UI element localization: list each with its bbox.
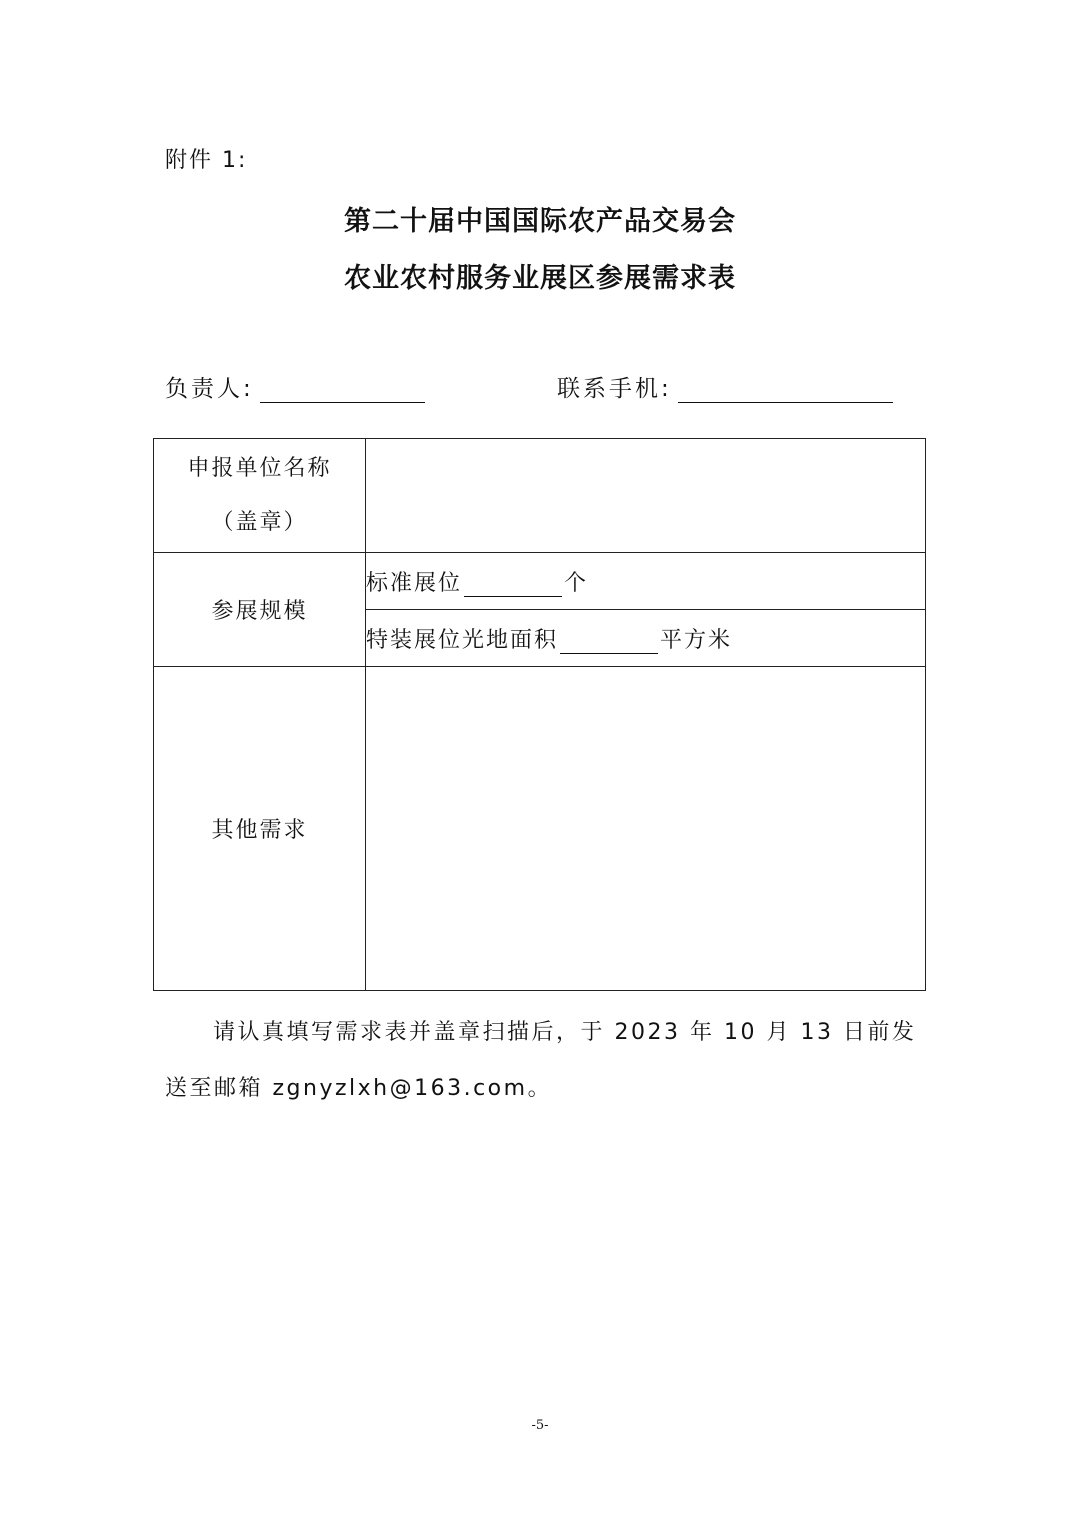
contact-phone-row xyxy=(557,370,893,403)
standard-booth-label: 标准展位 xyxy=(366,570,463,596)
contact-person-field[interactable] xyxy=(260,376,425,403)
requirements-table xyxy=(153,438,926,991)
attachment-label: 附件 1: xyxy=(165,148,248,173)
special-booth-label: 特装展位光地面积 xyxy=(366,627,559,653)
applicant-name-field[interactable] xyxy=(366,439,926,553)
scale-label: 参展规模 xyxy=(211,599,308,624)
submission-note: 请认真填写需求表并盖章扫描后，于 2023 年 10 月 13 日前发送至邮箱 zgnyzlxh@163.com。 xyxy=(165,1020,917,1101)
table-row-applicant xyxy=(154,439,926,553)
other-requirements-field[interactable] xyxy=(366,667,926,991)
standard-booth-unit: 个 xyxy=(564,570,589,596)
contact-phone-label: 联系手机: xyxy=(557,376,672,402)
contact-person-label: 负责人: xyxy=(165,376,254,402)
other-requirements-label: 其他需求 xyxy=(211,818,308,843)
form-title-line-1: 第二十届中国国际农产品交易会 xyxy=(344,206,736,237)
special-booth-cell xyxy=(366,610,926,667)
standard-booth-count-field[interactable] xyxy=(464,572,562,597)
applicant-label-cell xyxy=(154,439,366,553)
other-label-cell xyxy=(154,667,366,991)
special-booth-unit: 平方米 xyxy=(660,627,733,653)
contact-person-row xyxy=(165,370,425,403)
standard-booth-cell xyxy=(366,553,926,610)
stamp-label: （盖章） xyxy=(211,509,308,535)
table-row-scale-standard xyxy=(154,553,926,610)
scale-label-cell xyxy=(154,553,366,667)
page-number: -5- xyxy=(531,1418,549,1433)
form-title-line-2: 农业农村服务业展区参展需求表 xyxy=(344,263,736,294)
special-booth-area-field[interactable] xyxy=(560,629,658,654)
contact-phone-field[interactable] xyxy=(678,376,893,403)
applicant-label: 申报单位名称 xyxy=(187,455,332,481)
table-row-other xyxy=(154,667,926,991)
